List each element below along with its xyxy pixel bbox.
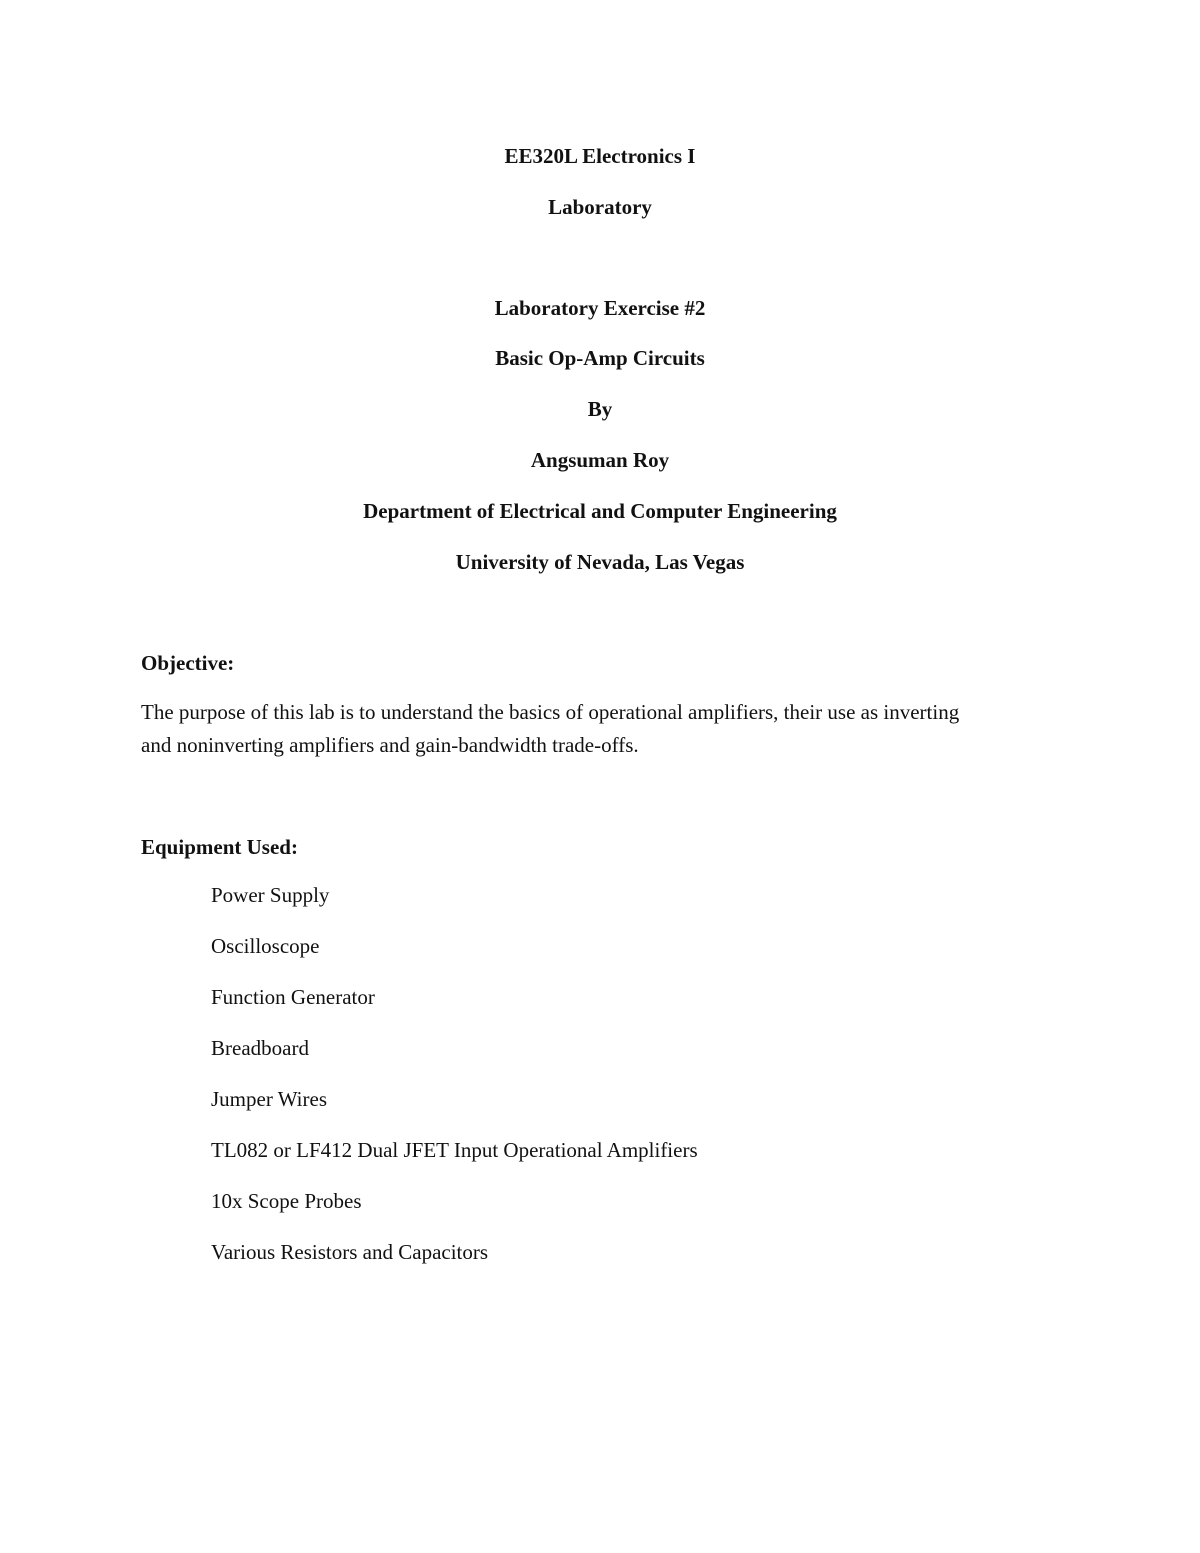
- author-name: Angsuman Roy: [530, 448, 670, 472]
- objective-paragraph: [141, 696, 1071, 762]
- equipment-item: Various Resistors and Capacitors: [211, 1240, 489, 1264]
- course-title: EE320L Electronics I: [504, 144, 696, 168]
- equipment-item: Jumper Wires: [211, 1087, 327, 1111]
- university-name: University of Nevada, Las Vegas: [455, 550, 745, 574]
- department-name: Department of Electrical and Computer Engineering: [363, 499, 837, 523]
- topic-title: Basic Op-Amp Circuits: [495, 346, 705, 370]
- equipment-item: Function Generator: [211, 985, 375, 1009]
- equipment-item: Breadboard: [211, 1036, 309, 1060]
- equipment-list: [211, 882, 698, 1290]
- equipment-item: Oscilloscope: [211, 934, 320, 958]
- equipment-heading: Equipment Used:: [141, 835, 298, 859]
- objective-heading: Objective:: [141, 651, 235, 675]
- objective-line-1: The purpose of this lab is to understand the basics of operational amplifiers, their use as inverting: [141, 700, 960, 724]
- equipment-item: TL082 or LF412 Dual JFET Input Operational Amplifiers: [211, 1138, 698, 1162]
- by-label: By: [587, 397, 613, 421]
- objective-line-2: and noninverting amplifiers and gain-bandwidth trade-offs.: [141, 733, 639, 757]
- equipment-item: Power Supply: [211, 883, 330, 907]
- exercise-title: Laboratory Exercise #2: [494, 296, 706, 320]
- lab-title: Laboratory: [548, 195, 652, 219]
- equipment-item: 10x Scope Probes: [211, 1189, 362, 1213]
